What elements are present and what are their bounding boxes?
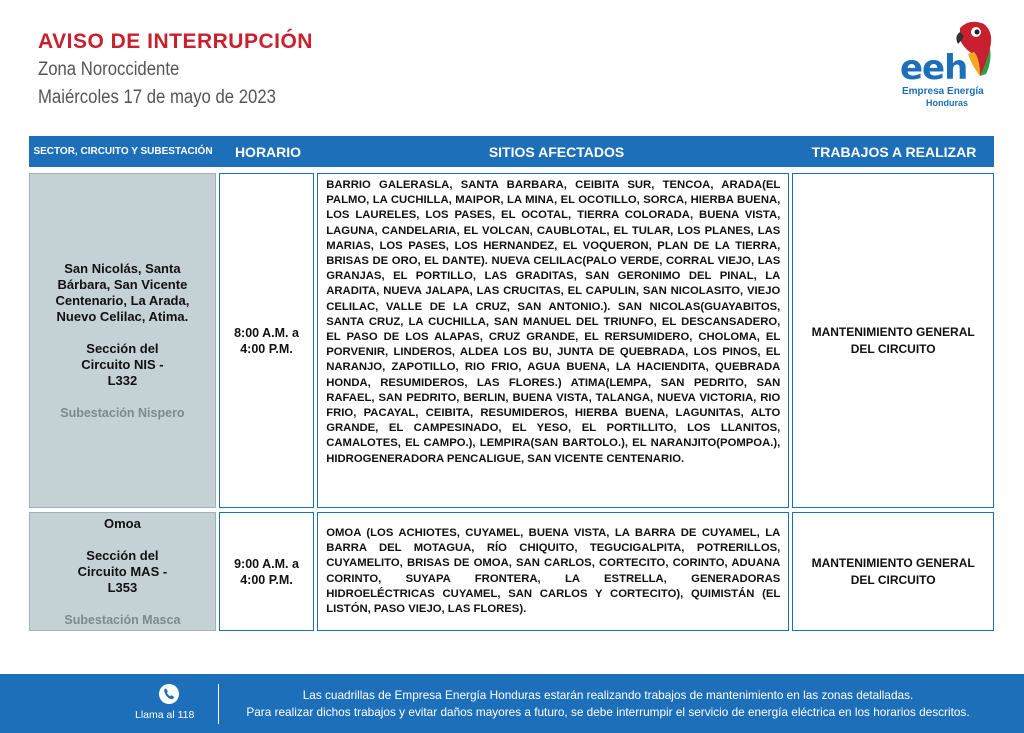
- column-header-horario: HORARIO: [234, 143, 302, 160]
- affected-sites-cell: [317, 173, 789, 508]
- table-header: [29, 136, 994, 167]
- column-header-trabajos: TRABAJOS A REALIZAR: [811, 143, 977, 160]
- table-row: [29, 512, 994, 631]
- schedule-text: 9:00 A.M. a 4:00 P.M.: [234, 556, 299, 587]
- schedule-cell: [219, 173, 314, 508]
- footer-line-1: Las cuadrillas de Empresa Energía Honduras estarán realizando trabajos de mantenimiento en las zonas detalladas.: [302, 688, 914, 702]
- column-header-sitios: SITIOS AFECTADOS: [488, 143, 625, 160]
- affected-sites-text: BARRIO GALERASLA, SANTA BARBARA, CEIBITA SUR, TENCOA, ARADA(EL PALMO, LA CUCHILLA, MAIPOR, LA MINA, EL OCOTILLO, SORCA, HIERBA BUENA, LOS LAURELES, LOS PASES, EL OCOTAL, TIERRA COLORADA, BUENA VISTA, LAGUNA, CANDELARIA, EL VOLCAN, CAUBLOTAL, EL TULAR, LOS PLANES, LAS MARIAS, LOS PASES, LOS HERNANDEZ, EL VOQUERON, PLAN DE LA TIERRA, BRISAS DE ORO, EL DANTE). NUEVA CELILAC(PALO VERDE, CORRAL VIEJO, LAS GRANJAS, EL PORTILLO, LAS GRADITAS, SAN GERONIMO DEL PINAL, LA ARADITA, NUEVA JALAPA, LAS CRUCITAS, EL CAPULIN, SAN NICOLASITO, VIEJO CELILAC, VALLE DE LA CRUZ, SAN ANTONIO.). SAN NICOLAS(GUAYABITOS, SANTA CRUZ, LA CUCHILLA, SAN MANUEL DEL TRIUNFO, EL DESCANSADERO, EL PASO DE LOS ALAPAS, CRUZ GRANDE, EL RERSUMIDERO, CHOLOMA, EL PORVENIR, LINDEROS, ALDEA LOS BU, JUNTA DE QUEBRADA, LOS PINOS, EL NARANJO, ZAPOTILLO, RIO FRIO, AGUA BUENA, LA HACIENDITA, QUEBRADA HONDA, RESUMIDEROS, LAS FLORES.) ATIMA(LEMPA, SAN PEDRITO, SAN RAFAEL, SAN PEDRITO, BERLIN, BUENA VISTA, TALANGA, NUEVA VICTORIA, RIO FRIO, PACAYAL, CEIBITA, RESUMIDEROS, HIERBA BUENA, LAGUNITAS, ALTO GRANDE, EL CAMPESINADO, EL YESO, EL PORTILLITO, LOS LLANITOS, CAMALOTES, EL CAMPO.), LEMPIRA(SAN BARTOLO.), EL NARANJITO(POMPOA.), HIDROGENERADORA PENCALIGUE, SAN VICENTE CENTENARIO.: [326, 179, 781, 465]
- circuit-text: Sección del Circuito NIS - L332: [81, 340, 164, 388]
- works-text: MANTENIMIENTO GENERAL DEL CIRCUITO: [811, 555, 975, 587]
- schedule-text: 8:00 A.M. a 4:00 P.M.: [234, 325, 299, 356]
- logo-country: Honduras: [926, 98, 969, 108]
- date-label: Maiércoles 17 de mayo de 2023: [38, 87, 276, 108]
- substation-text: Subestación Nispero: [60, 405, 185, 420]
- logo-wordmark: eeh: [900, 48, 968, 88]
- sector-cell: [29, 512, 216, 631]
- phone-label[interactable]: Llama al 118: [135, 709, 195, 721]
- substation-text: Subestación Masca: [64, 612, 181, 627]
- works-cell: [792, 512, 994, 631]
- affected-sites-cell: [317, 512, 789, 631]
- circuit-text: Sección del Circuito MAS - L353: [77, 547, 168, 595]
- phone-icon[interactable]: [159, 684, 179, 704]
- works-cell: [792, 173, 994, 508]
- footer-divider: [218, 684, 219, 724]
- works-text: MANTENIMIENTO GENERAL DEL CIRCUITO: [811, 324, 975, 356]
- zone-label: Zona Noroccidente: [38, 59, 180, 80]
- logo-company-name: Empresa Energía: [902, 86, 984, 97]
- footer-line-2: Para realizar dichos trabajos y evitar daños mayores a futuro, se debe interrumpir el servicio de energía eléctrica en los horarios descritos.: [246, 705, 970, 719]
- page-title: AVISO DE INTERRUPCIÓN: [38, 30, 313, 53]
- eeh-logo: [900, 18, 1000, 108]
- sector-text: San Nicolás, Santa Bárbara, San Vicente Centenario, La Arada, Nuevo Celilac, Atima.: [55, 260, 190, 324]
- affected-sites-text: OMOA (LOS ACHIOTES, CUYAMEL, BUENA VISTA, LA BARRA DE CUYAMEL, LA BARRA DEL MOTAGUA, RÍO CHIQUITO, TEGUCIGALPITA, POTRERILLOS, CUYAMELITO, BRISAS DE OMOA, SAN CARLOS, CORTECITO, CORINTO, ADUANA CORINTO, SUYAPA FRONTERA, LA ESTRELLA, GENERADORAS HIDROELÉCTRICAS CUYAMEL, SAN CARLOS Y CORTECITO), QUIMISTÁN (EL LISTÓN, PASO VIEJO, LAS FLORES).: [326, 526, 781, 615]
- footer-banner: [0, 674, 1024, 733]
- footer-message: [228, 687, 988, 721]
- column-header-sector: SECTOR, CIRCUITO Y SUBESTACIÓN: [33, 146, 213, 157]
- sector-cell: [29, 173, 216, 508]
- schedule-cell: [219, 512, 314, 631]
- table-row: [29, 173, 994, 508]
- sector-text: Omoa: [103, 515, 141, 531]
